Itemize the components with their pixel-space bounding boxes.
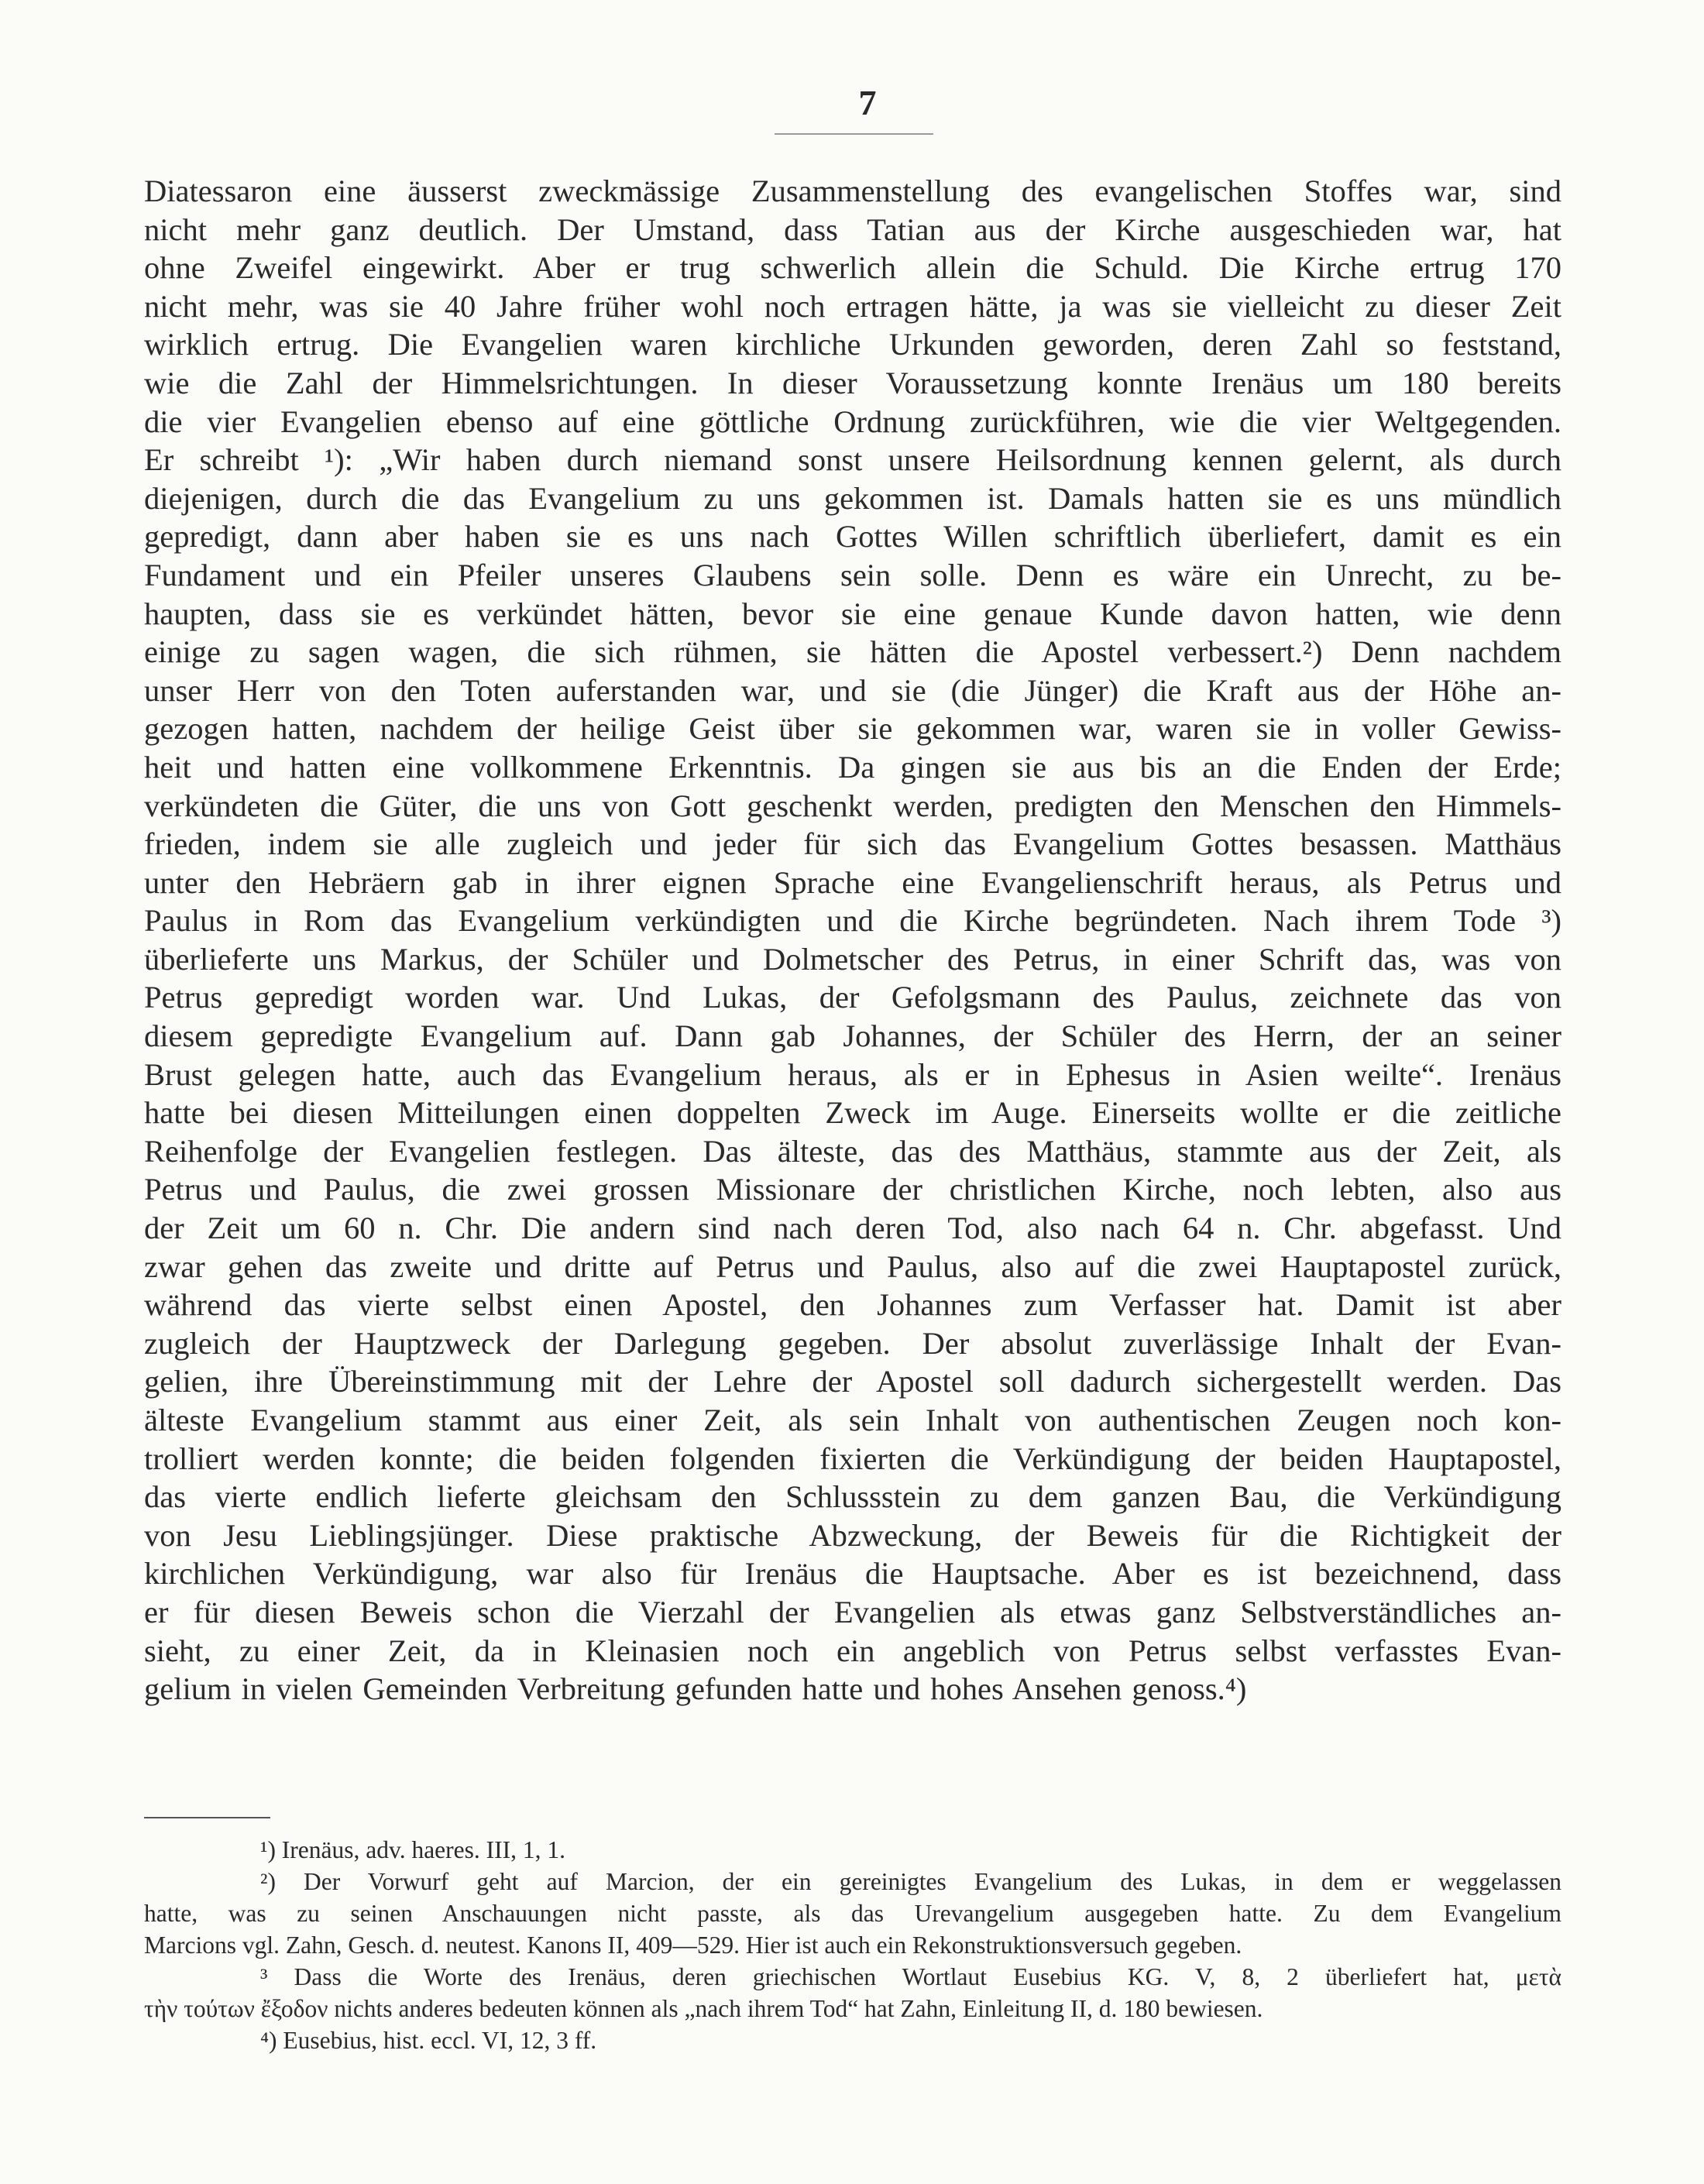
body-line: diesem gepredigte Evangelium auf. Dann gab Johannes, der Schüler des Herrn, der an seiner xyxy=(144,1018,1561,1054)
header-rule xyxy=(775,133,933,135)
body-line: gelium in vielen Gemeinden Verbreitung gefunden hatte und hohes Ansehen genoss.⁴) xyxy=(144,1671,1247,1707)
body-line: die vier Evangelien ebenso auf eine göttliche Ordnung zurückführen, wie die vier Weltgegenden. xyxy=(144,403,1561,439)
footnote-line: Marcions vgl. Zahn, Gesch. d. neutest. Kanons II, 409—529. Hier ist auch ein Rekonstruktionsversuch gegeben. xyxy=(144,1932,1242,1959)
body-line: einige zu sagen wagen, die sich rühmen, sie hätten die Apostel verbessert.²) Denn nachdem xyxy=(144,634,1561,670)
body-line: sieht, zu einer Zeit, da in Kleinasien noch ein angeblich von Petrus selbst verfasstes Evan- xyxy=(144,1633,1561,1668)
body-line: Er schreibt ¹): „Wir haben durch niemand sonst unsere Heilsordnung kennen gelernt, als durch xyxy=(144,442,1561,478)
footnote-line: ⁴) Eusebius, hist. eccl. VI, 12, 3 ff. xyxy=(260,2027,597,2054)
footnotes xyxy=(144,1834,1561,2056)
body-line: Brust gelegen hatte, auch das Evangelium heraus, als er in Ephesus in Asien weilte“. Irenäus xyxy=(144,1056,1561,1092)
body-line: diejenigen, durch die das Evangelium zu uns gekommen ist. Damals hatten sie es uns mündlich xyxy=(144,480,1561,516)
footnote-line: hatte, was zu seinen Anschauungen nicht passte, als das Urevangelium ausgegeben hatte. Zu dem Evangelium xyxy=(144,1900,1561,1927)
body-line: zugleich der Hauptzweck der Darlegung gegeben. Der absolut zuverlässige Inhalt der Evan- xyxy=(144,1325,1561,1361)
body-line: trolliert werden konnte; die beiden folgenden fixierten die Verkündigung der beiden Hauptapostel, xyxy=(144,1441,1561,1476)
footnote-separator xyxy=(144,1817,270,1818)
page-number: 7 xyxy=(858,83,877,122)
body-line: gepredigt, dann aber haben sie es uns nach Gottes Willen schriftlich überliefert, damit es ein xyxy=(144,519,1561,555)
body-text xyxy=(144,172,1561,1708)
body-line: verkündeten die Güter, die uns von Gott geschenkt werden, predigten den Menschen den Himmels- xyxy=(144,788,1561,823)
footnote-line: ²) Der Vorwurf geht auf Marcion, der ein gereinigtes Evangelium des Lukas, in dem er weggelassen xyxy=(260,1868,1561,1895)
body-line: Petrus gepredigt worden war. Und Lukas, der Gefolgsmann des Paulus, zeichnete das von xyxy=(144,980,1561,1015)
body-line: nicht mehr, was sie 40 Jahre früher wohl noch ertragen hätte, ja was sie vielleicht zu dieser Zeit xyxy=(144,288,1561,324)
footnote-line: ³ Dass die Worte des Irenäus, deren griechischen Wortlaut Eusebius KG. V, 8, 2 überliefert hat, μετὰ xyxy=(260,1963,1561,1990)
body-line: wirklich ertrug. Die Evangelien waren kirchliche Urkunden geworden, deren Zahl so feststand, xyxy=(144,327,1561,362)
body-line: unter den Hebräern gab in ihrer eignen Sprache eine Evangelienschrift heraus, als Petrus und xyxy=(144,864,1561,900)
body-line: ohne Zweifel eingewirkt. Aber er trug schwerlich allein die Schuld. Die Kirche ertrug 170 xyxy=(144,250,1561,286)
body-line: gelien, ihre Übereinstimmung mit der Lehre der Apostel soll dadurch sichergestellt werden. Das xyxy=(144,1364,1561,1399)
body-line: zwar gehen das zweite und dritte auf Petrus und Paulus, also auf die zwei Hauptapostel zurück, xyxy=(144,1248,1561,1284)
body-line: das vierte endlich lieferte gleichsam den Schlussstein zu dem ganzen Bau, die Verkündigung xyxy=(144,1479,1561,1515)
body-line: hatte bei diesen Mitteilungen einen doppelten Zweck im Auge. Einerseits wollte er die zeitliche xyxy=(144,1095,1561,1131)
body-line: der Zeit um 60 n. Chr. Die andern sind nach deren Tod, also nach 64 n. Chr. abgefasst. Und xyxy=(144,1210,1561,1246)
body-line: überlieferte uns Markus, der Schüler und Dolmetscher des Petrus, in einer Schrift das, was von xyxy=(144,941,1561,977)
body-line: frieden, indem sie alle zugleich und jeder für sich das Evangelium Gottes besassen. Matthäus xyxy=(144,826,1561,862)
body-line: unser Herr von den Toten auferstanden war, und sie (die Jünger) die Kraft aus der Höhe an- xyxy=(144,672,1561,708)
body-line: gezogen hatten, nachdem der heilige Geist über sie gekommen war, waren sie in voller Gewiss- xyxy=(144,711,1561,747)
body-line: Diatessaron eine äusserst zweckmässige Zusammenstellung des evangelischen Stoffes war, sind xyxy=(144,173,1561,208)
body-line: heit und hatten eine vollkommene Erkenntnis. Da gingen sie aus bis an die Enden der Erde; xyxy=(144,749,1561,785)
footnote-line: ¹) Irenäus, adv. haeres. III, 1, 1. xyxy=(260,1836,565,1863)
body-line: nicht mehr ganz deutlich. Der Umstand, dass Tatian aus der Kirche ausgeschieden war, hat xyxy=(144,211,1561,247)
body-line: Paulus in Rom das Evangelium verkündigten und die Kirche begründeten. Nach ihrem Tode ³) xyxy=(144,903,1561,939)
body-line: älteste Evangelium stammt aus einer Zeit, als sein Inhalt von authentischen Zeugen noch kon- xyxy=(144,1403,1561,1437)
body-line: haupten, dass sie es verkündet hätten, bevor sie eine genaue Kunde davon hatten, wie denn xyxy=(144,596,1561,631)
body-line: Petrus und Paulus, die zwei grossen Missionare der christlichen Kirche, noch lebten, also aus xyxy=(144,1172,1561,1207)
body-line: von Jesu Lieblingsjünger. Diese praktische Abzweckung, der Beweis für die Richtigkeit der xyxy=(144,1517,1561,1553)
body-line: er für diesen Beweis schon die Vierzahl der Evangelien als etwas ganz Selbstverständliches an- xyxy=(144,1594,1561,1629)
body-line: kirchlichen Verkündigung, war also für Irenäus die Hauptsache. Aber es ist bezeichnend, dass xyxy=(144,1556,1561,1592)
body-line: wie die Zahl der Himmelsrichtungen. In dieser Voraussetzung konnte Irenäus um 180 bereits xyxy=(144,365,1561,400)
body-line: Reihenfolge der Evangelien festlegen. Das älteste, das des Matthäus, stammte aus der Zeit, als xyxy=(144,1133,1561,1169)
footnote-line: τὴν τούτων ἔξοδον nichts anderes bedeuten können als „nach ihrem Tod“ hat Zahn, Einleitung II, d. 180 bewiesen. xyxy=(144,1995,1263,2022)
body-line: während das vierte selbst einen Apostel, den Johannes zum Verfasser hat. Damit ist aber xyxy=(144,1287,1561,1323)
body-line: Fundament und ein Pfeiler unseres Glaubens sein solle. Denn es wäre ein Unrecht, zu be- xyxy=(144,557,1561,592)
